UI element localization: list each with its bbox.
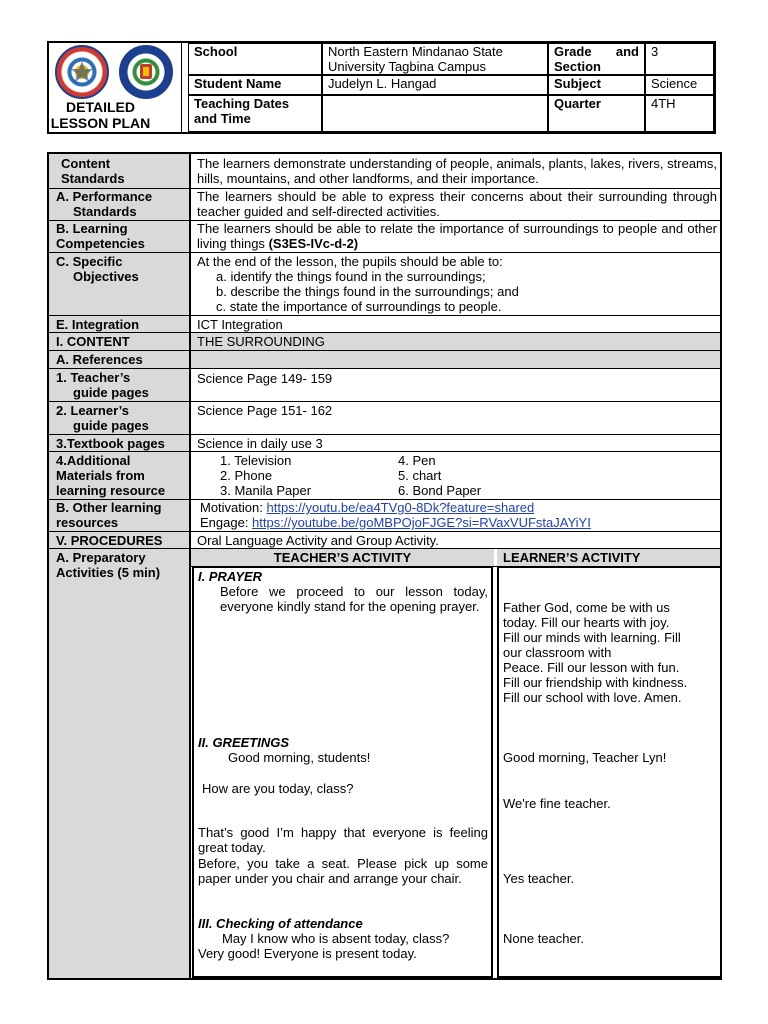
references-label: A. References: [56, 352, 143, 367]
row-line: [49, 252, 720, 253]
row-line: [49, 531, 720, 532]
performance-label: A. Performance Standards: [56, 189, 153, 219]
school-value: North Eastern Mindanao State University Tagbina Campus: [322, 43, 548, 75]
good-teacher-text: That’s good I’m happy that everyone is feeling great today.: [198, 825, 488, 855]
absent-learner-text: None teacher.: [503, 931, 584, 946]
student-value: Judelyn L. Hangad: [322, 75, 548, 95]
how-teacher-text: How are you today, class?: [202, 781, 354, 796]
content-standards-text: The learners demonstrate understanding of people, animals, plants, lakes, rivers, streams, hills, mountains, and other landforms, and their importance.: [197, 156, 717, 186]
content-standards-label: Content Standards: [61, 156, 125, 186]
nemsu-seal-logo: [119, 45, 173, 99]
greetings-title: II. GREETINGS: [198, 735, 290, 750]
other-resources-label: B. Other learning resources: [56, 500, 162, 530]
attendance-title: III. Checking of attendance: [198, 916, 363, 931]
greet-teacher-text: Good morning, students!: [228, 750, 371, 765]
prayer-learner-text: Father God, come be with us today. Fill our hearts with joy. Fill our minds with learning. Fill our classroom with Peace. Fill our lesson with fun. Fill our friendship with kindness. Fill our school with love. Amen.: [503, 600, 688, 705]
doc-title-line2: LESSON PLAN: [50, 115, 151, 131]
teacher-activity-header: TEACHER’S ACTIVITY: [273, 550, 412, 565]
objectives-text: At the end of the lesson, the pupils should be able to: a. identify the things found in the surroundings; b. describe the things found in the surroundings; and c. state the importance of surroundings to people.: [197, 254, 519, 314]
dates-label: Teaching Dates and Time: [188, 95, 322, 132]
grade-label: Grade and Section: [548, 43, 645, 75]
school-label: School: [188, 43, 322, 75]
quarter-label: Quarter: [548, 95, 645, 132]
row-line: [49, 368, 720, 369]
textbook-text: Science in daily use 3: [197, 436, 323, 451]
materials-list: [220, 453, 710, 499]
integration-text: ICT Integration: [197, 317, 283, 332]
seat-teacher-text: Before, you take a seat. Please pick up some paper under you chair and arrange your chair.: [198, 856, 488, 886]
seat-learner-text: Yes teacher.: [503, 871, 575, 886]
content-text: THE SURROUNDING: [197, 334, 325, 349]
student-label: Student Name: [188, 75, 322, 95]
content-label: I. CONTENT: [56, 334, 130, 349]
row-line: [49, 434, 720, 435]
how-learner-text: We're fine teacher.: [503, 796, 611, 811]
row-line: [49, 401, 720, 402]
competencies-label: B. Learning Competencies: [56, 221, 145, 251]
present-teacher-text: Very good! Everyone is present today.: [198, 946, 417, 961]
references-row-bg: [191, 351, 720, 368]
deped-seal-logo: [55, 45, 109, 99]
subject-value: Science: [645, 75, 714, 95]
absent-teacher-text: May I know who is absent today, class?: [222, 931, 450, 946]
objectives-label: C. Specific Objectives: [56, 254, 139, 284]
list-item: 1. Television 4. Pen: [220, 453, 436, 468]
teacher-guide-label: 1. Teacher’s guide pages: [56, 370, 149, 400]
grade-value: 3: [645, 43, 714, 75]
procedures-text: Oral Language Activity and Group Activity.: [197, 533, 439, 548]
deped-emblem-icon: [57, 47, 107, 97]
list-item: 3. Manila Paper 6. Bond Paper: [220, 483, 482, 498]
teacher-guide-text: Science Page 149- 159: [197, 371, 333, 386]
greet-learner-text: Good morning, Teacher Lyn!: [503, 750, 667, 765]
subject-label: Subject: [548, 75, 645, 95]
integration-label: E. Integration: [56, 317, 140, 332]
prayer-teacher-text: Before we proceed to our lesson today, everyone kindly stand for the opening prayer.: [220, 584, 488, 614]
competencies-text: The learners should be able to relate the importance of surroundings to people and other living things (S3ES-IVc-d-2): [197, 221, 717, 251]
doc-title-line1: DETAILED: [66, 99, 135, 115]
materials-label: 4.Additional Materials from learning resource: [56, 453, 166, 498]
learner-guide-text: Science Page 151- 162: [197, 403, 333, 418]
motivation-link[interactable]: https://youtu.be/ea4TVg0-8Dk?feature=shared: [266, 500, 535, 515]
engage-link[interactable]: https://youtube.be/goMBPOjoFJGE?si=RVaxVUFstaJAYiYI: [252, 515, 591, 530]
row-line: [49, 315, 720, 316]
performance-text: The learners should be able to express their concerns about their surrounding through teacher guided and self-directed activities.: [197, 189, 717, 219]
learner-activity-header: LEARNER’S ACTIVITY: [503, 550, 641, 565]
header-divider: [181, 43, 182, 132]
nemsu-emblem-icon: [121, 47, 171, 97]
logo-area: [49, 43, 181, 132]
row-line: [49, 451, 720, 452]
other-resources-text: Motivation: https://youtu.be/ea4TVg0-8Dk?feature=shared Engage: https://youtube.be/goMBPOjoFJGE?si=RVaxVUFstaJAYiYI: [200, 500, 591, 530]
learner-guide-label: 2. Learner’s guide pages: [56, 403, 149, 433]
quarter-value: 4TH: [645, 95, 714, 132]
prayer-title: I. PRAYER: [198, 569, 263, 584]
textbook-label: 3.Textbook pages: [56, 436, 165, 451]
list-item: 2. Phone 5. chart: [220, 468, 442, 483]
preparatory-label: A. Preparatory Activities (5 min): [56, 550, 161, 580]
procedures-label: V. PROCEDURES: [56, 533, 163, 548]
dates-value: [322, 95, 548, 132]
